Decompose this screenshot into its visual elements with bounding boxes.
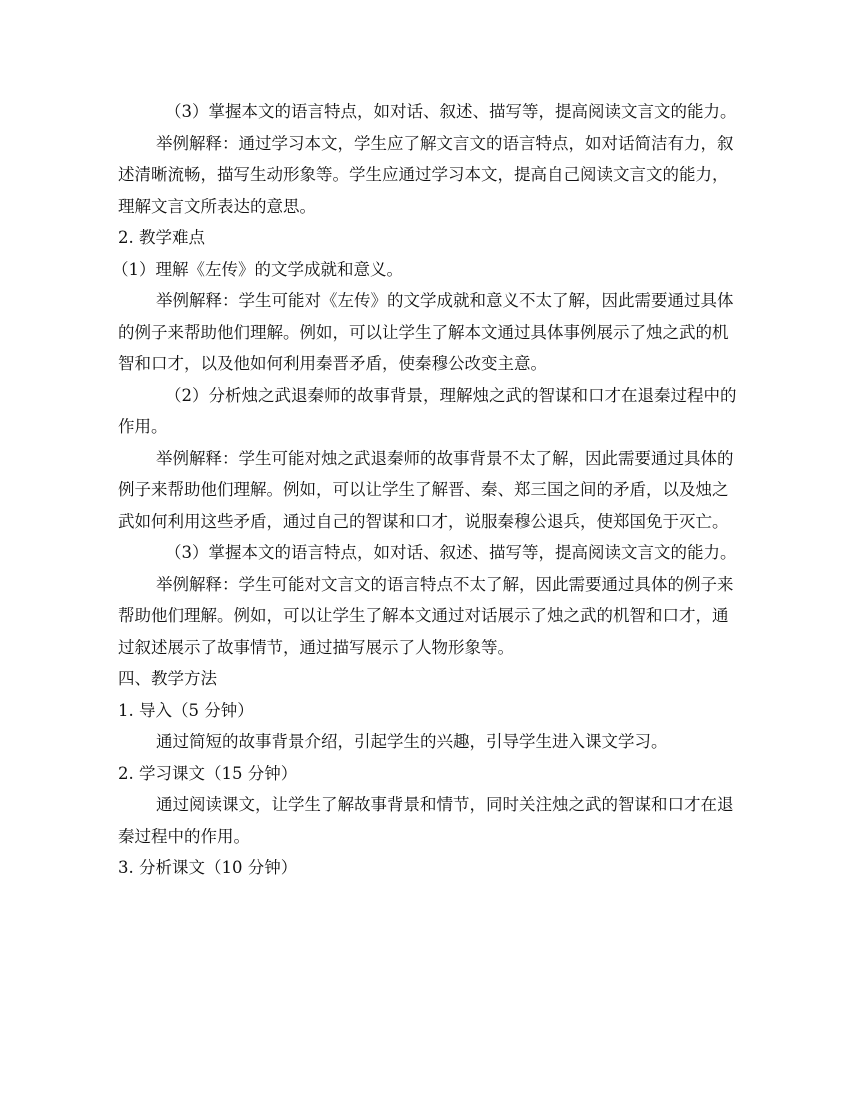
example-explanation-paragraph: 举例解释：通过学习本文，学生应了解文言文的语言特点，如对话简洁有力，叙述清晰流畅，描写生动形象等。学生应通过学习本文，提高自己阅读文言文的能力，理解文言文所表达的意思。	[118, 133, 734, 216]
method-3-heading: 3. 分析课文（10 分钟）	[118, 858, 298, 877]
section-heading-teaching-methods: 四、教学方法	[118, 669, 217, 688]
method-2-heading: 2. 学习课文（15 分钟）	[118, 763, 298, 783]
example-explanation-paragraph: 举例解释：学生可能对《左传》的文学成就和意义不太了解，因此需要通过具体的例子来帮助他们理解。例如，可以让学生了解本文通过具体事例展示了烛之武的机智和口才，以及他如何利用秦晋矛盾，使秦穆公改变主意。	[118, 291, 734, 373]
document-body	[112, 96, 742, 884]
example-explanation-paragraph: 举例解释：学生可能对烛之武退秦师的故事背景不太了解，因此需要通过具体的例子来帮助他们理解。例如，可以让学生了解晋、秦、郑三国之间的矛盾，以及烛之武如何利用这些矛盾，通过自己的智谋和口才，说服秦穆公退兵，使郑国免于灭亡。	[118, 448, 734, 531]
method-1-description: 通过简短的故事背景介绍，引起学生的兴趣，引导学生进入课文学习。	[156, 732, 668, 751]
difficulty-3-paragraph: （3）掌握本文的语言特点，如对话、叙述、描写等，提高阅读文言文的能力。	[165, 543, 737, 562]
difficulty-2-paragraph: （2）分析烛之武退秦师的故事背景，理解烛之武的智谋和口才在退秦过程中的作用。	[118, 385, 737, 436]
method-1-heading: 1. 导入（5 分钟）	[118, 700, 254, 720]
section-heading-teaching-difficulties: 2. 教学难点	[118, 228, 205, 247]
objective-3-paragraph: （3）掌握本文的语言特点，如对话、叙述、描写等，提高阅读文言文的能力。	[165, 102, 737, 121]
method-2-description: 通过阅读课文，让学生了解故事背景和情节，同时关注烛之武的智谋和口才在退秦过程中的作用。	[118, 795, 734, 846]
example-explanation-paragraph: 举例解释：学生可能对文言文的语言特点不太了解，因此需要通过具体的例子来帮助他们理解。例如，可以让学生了解本文通过对话展示了烛之武的机智和口才，通过叙述展示了故事情节，通过描写展示了人物形象等。	[118, 574, 734, 657]
difficulty-1-paragraph: （1）理解《左传》的文学成就和意义。	[112, 259, 403, 279]
